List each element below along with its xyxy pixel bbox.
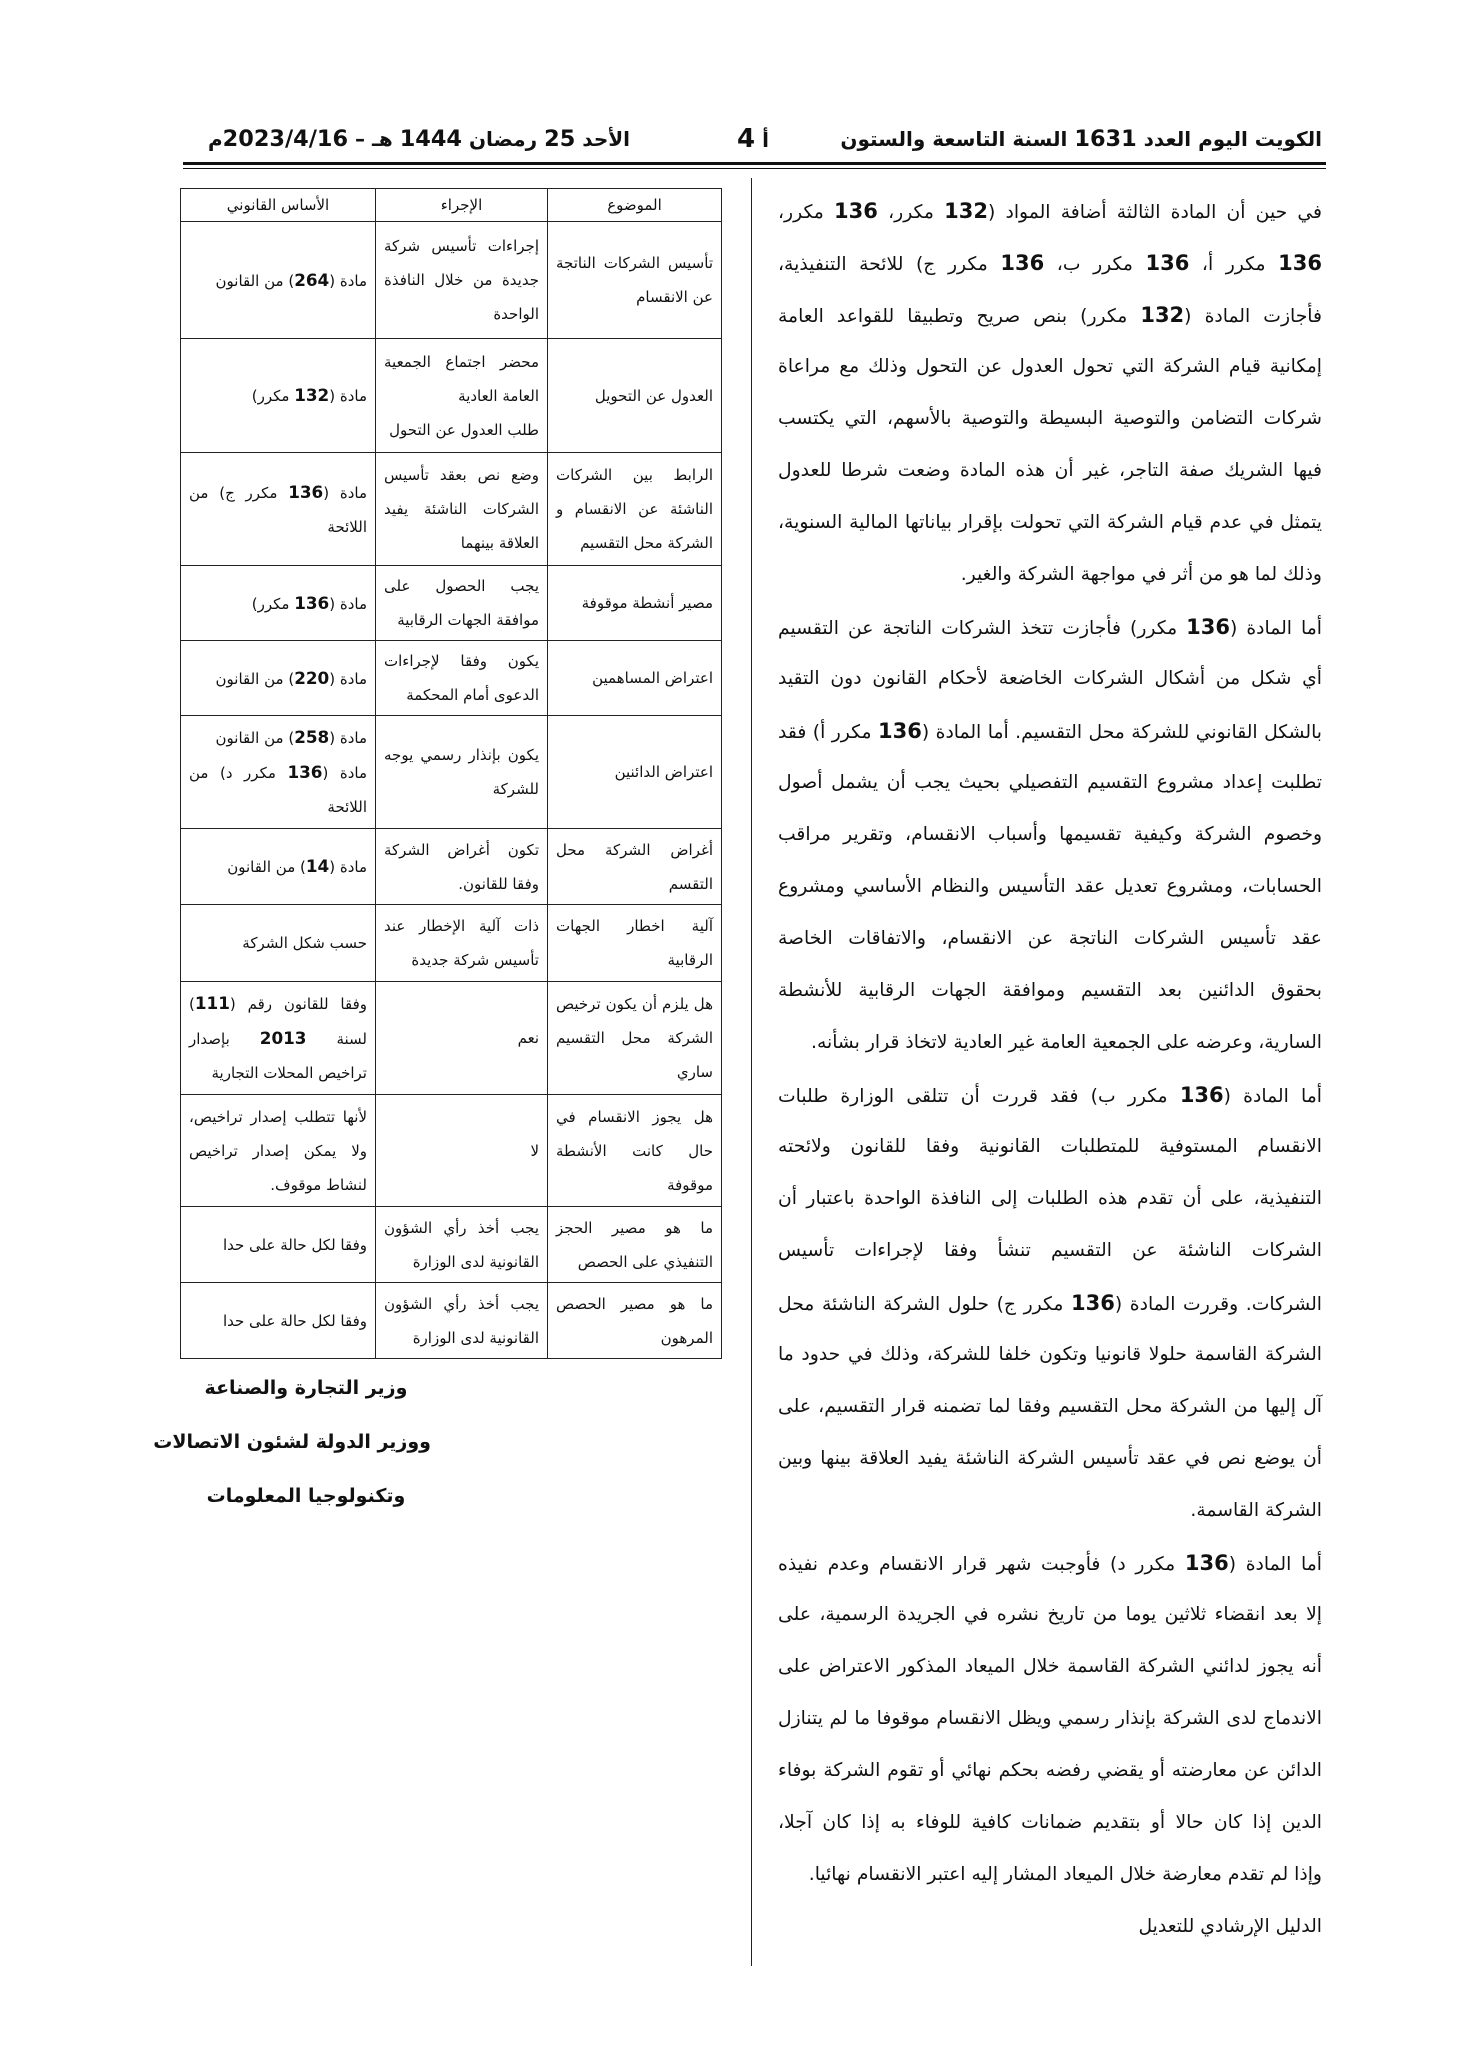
- signature-line: وزير التجارة والصناعة: [204, 1377, 408, 1399]
- paragraph-line: فيها الشريك صفة التاجر، غير أن هذه المادة وضعت شرطا للعدول: [778, 460, 1322, 481]
- paragraph-line: الشركات. وقررت المادة (136 مكرر ج) حلول الشركة الناشئة محل: [778, 1291, 1322, 1315]
- table-cell-topic: هل يجوز الانقسام في حال كانت الأنشطة موقوفة: [548, 1095, 722, 1207]
- table-cell-procedure: إجراءات تأسيس شركة جديدة من خلال النافذة الواحدة: [376, 222, 548, 339]
- paragraph-line: الشركات الناشئة عن التقسيم تنشأ وفقا لإجراءات تأسيس: [778, 1240, 1322, 1261]
- paragraph-line: الشركة القاسمة.: [1190, 1500, 1322, 1521]
- table-cell-procedure: محضر اجتماع الجمعية العامة العادية طلب العدول عن التحول: [376, 339, 548, 453]
- table-cell-procedure: يكون بإنذار رسمي يوجه للشركة: [376, 716, 548, 829]
- table-cell-legal-basis: مادة (220) من القانون: [181, 641, 376, 716]
- table-row: [181, 641, 722, 716]
- table-cell-legal-basis: وفقا للقانون رقم (111) لسنة 2013 بإصدار تراخيص المحلات التجارية: [181, 982, 376, 1095]
- table-header-procedure: الإجراء: [376, 189, 548, 222]
- table-cell-legal-basis: لأنها تتطلب إصدار تراخيص، ولا يمكن إصدار تراخيص لنشاط موقوف.: [181, 1095, 376, 1207]
- table-cell-procedure: يجب الحصول على موافقة الجهات الرقابية: [376, 566, 548, 641]
- table-row: [181, 566, 722, 641]
- table-cell-topic: مصير أنشطة موقوفة: [548, 566, 722, 641]
- page-number: أ 4: [737, 124, 769, 154]
- paragraph-line: تطلبت إعداد مشروع التقسيم التفصيلي بحيث يجب أن يشمل أصول: [778, 772, 1322, 793]
- paragraph-line: فأجازت المادة (132 مكرر) بنص صريح وتطبيقا للقواعد العامة: [778, 303, 1322, 327]
- table-cell-procedure: وضع نص بعقد تأسيس الشركات الناشئة يفيد العلاقة بينهما: [376, 453, 548, 566]
- table-row: [181, 982, 722, 1095]
- table-cell-legal-basis: حسب شكل الشركة: [181, 905, 376, 982]
- table-row: [181, 339, 722, 453]
- table-cell-legal-basis: مادة (136 مكرر): [181, 566, 376, 641]
- signature-line: وتكنولوجيا المعلومات: [206, 1485, 406, 1507]
- table-header-row: [181, 189, 722, 222]
- table-cell-topic: هل يلزم أن يكون ترخيص الشركة محل التقسيم ساري: [548, 982, 722, 1095]
- table-row: [181, 716, 722, 829]
- paragraph-line: أي شكل من أشكال الشركات الخاضعة لأحكام القانون دون التقيد: [778, 668, 1322, 689]
- amendment-guide-table: [180, 188, 722, 1359]
- table-cell-procedure: يكون وفقا لإجراءات الدعوى أمام المحكمة: [376, 641, 548, 716]
- paragraph-line: أن يوضع نص في عقد تأسيس الشركة الناشئة يفيد العلاقة بينها وبين: [778, 1448, 1322, 1469]
- header-rule-thin: [183, 168, 1326, 169]
- table-cell-topic: آلية اخطار الجهات الرقابية: [548, 905, 722, 982]
- table-row: [181, 829, 722, 905]
- body-paragraph: [778, 601, 1322, 1069]
- paragraph-line: شركات التضامن والتوصية البسيطة والتوصية بالأسهم، التي يكتسب: [778, 408, 1322, 429]
- table-cell-legal-basis: مادة (258) من القانون مادة (136 مكرر د) من اللائحة: [181, 716, 376, 829]
- paragraph-line: إمكانية قيام الشركة التي تحول العدول عن التحول وذلك مع مراعاة: [778, 356, 1322, 377]
- paragraph-line: وخصوم الشركة وكيفية تقسيمها وأسباب الانقسام، وتقرير مراقب: [778, 824, 1322, 845]
- table-cell-procedure: يجب أخذ رأي الشؤون القانونية لدى الوزارة: [376, 1283, 548, 1359]
- right-column: [778, 185, 1322, 1953]
- paragraph-line: الدائن عن معارضته أو يقضي رفضه بحكم نهائي أو تقوم الشركة بوفاء: [778, 1760, 1322, 1781]
- minister-signature: [153, 1361, 431, 1523]
- table-cell-legal-basis: مادة (132 مكرر): [181, 339, 376, 453]
- issue-date: الأحد 25 رمضان 1444 هـ – 2023/4/16م: [208, 126, 630, 152]
- table-cell-topic: تأسيس الشركات الناتجة عن الانقسام: [548, 222, 722, 339]
- paragraph-line: أما المادة (136 مكرر) فأجازت تتخذ الشركات الناتجة عن التقسيم: [778, 615, 1322, 639]
- paragraph-line: الدين إذا كان حالا أو بتقديم ضمانات كافية للوفاء به إذا كان آجلا،: [778, 1812, 1322, 1833]
- paragraph-line: التنفيذية، على أن تقدم هذه الطلبات إلى النافذة الواحدة باعتبار أن: [778, 1188, 1322, 1209]
- table-cell-legal-basis: مادة (264) من القانون: [181, 222, 376, 339]
- table-cell-legal-basis: وفقا لكل حالة على حدا: [181, 1283, 376, 1359]
- paragraph-line: 136 مكرر أ، 136 مكرر ب، 136 مكرر ج) للائحة التنفيذية،: [778, 251, 1322, 275]
- table-cell-legal-basis: مادة (136 مكرر ج) من اللائحة: [181, 453, 376, 566]
- table-cell-topic: الرابط بين الشركات الناشئة عن الانقسام و الشركة محل التقسيم: [548, 453, 722, 566]
- paragraph-line: بالشكل القانوني للشركة محل التقسيم. أما المادة (136 مكرر أ) فقد: [778, 719, 1322, 743]
- paragraph-line: عقد تأسيس الشركات الناتجة عن الانقسام، والاتفاقات الخاصة: [778, 928, 1322, 949]
- table-row: [181, 1095, 722, 1207]
- body-paragraph: [778, 1069, 1322, 1537]
- signature-line: ووزير الدولة لشئون الاتصالات: [153, 1431, 431, 1453]
- table-row: [181, 453, 722, 566]
- paragraph-line: يتمثل في عدم قيام الشركة التي تحولت بإقرار بياناتها المالية السنوية،: [778, 512, 1322, 533]
- paragraph-line: أما المادة (136 مكرر د) فأوجبت شهر قرار الانقسام وعدم نفيذه: [778, 1551, 1322, 1575]
- table-cell-topic: اعتراض المساهمين: [548, 641, 722, 716]
- table-cell-topic: اعتراض الدائنين: [548, 716, 722, 829]
- paragraph-line: الحسابات، ومشروع تعديل عقد التأسيس والنظام الأساسي ومشروع: [778, 876, 1322, 897]
- table-header-topic: الموضوع: [548, 189, 722, 222]
- body-paragraph: [778, 185, 1322, 601]
- paragraph-line: الشركة القاسمة حلولا قانونيا وتكون خلفا للشركة، وذلك في حدود ما: [778, 1344, 1322, 1365]
- column-divider: [751, 178, 752, 1966]
- table-cell-legal-basis: مادة (14) من القانون: [181, 829, 376, 905]
- paragraph-line: الاندماج لدى الشركة بإنذار رسمي ويظل الانقسام موقوفا ما لم يتنازل: [778, 1708, 1322, 1729]
- table-cell-topic: العدول عن التحويل: [548, 339, 722, 453]
- section-heading: [778, 1901, 1322, 1953]
- table-cell-topic: ما هو مصير الحصص المرهون: [548, 1283, 722, 1359]
- paragraph-line: أما المادة (136 مكرر ب) فقد قررت أن تتلقى الوزارة طلبات: [778, 1083, 1322, 1107]
- paragraph-line: أنه يجوز لدائني الشركة القاسمة خلال الميعاد المذكور الاعتراض على: [778, 1656, 1322, 1677]
- table-header-legal-basis: الأساس القانوني: [181, 189, 376, 222]
- table-cell-legal-basis: وفقا لكل حالة على حدا: [181, 1207, 376, 1283]
- body-paragraph: [778, 1537, 1322, 1901]
- paragraph-line: إلا بعد انقضاء ثلاثين يوما من تاريخ نشره في الجريدة الرسمية، على: [778, 1604, 1322, 1625]
- paragraph-line: وإذا لم تقدم معارضة خلال الميعاد المشار إليه اعتبر الانقسام نهائيا.: [808, 1864, 1322, 1885]
- table-row: [181, 1207, 722, 1283]
- table-row: [181, 222, 722, 339]
- paragraph-line: الانقسام المستوفية للمتطلبات القانونية وفقا للقانون ولائحته: [778, 1136, 1322, 1157]
- table-cell-procedure: تكون أغراض الشركة وفقا للقانون.: [376, 829, 548, 905]
- table-cell-procedure: ذات آلية الإخطار عند تأسيس شركة جديدة: [376, 905, 548, 982]
- table-cell-topic: ما هو مصير الحجز التنفيذي على الحصص: [548, 1207, 722, 1283]
- table-row: [181, 1283, 722, 1359]
- left-column: [153, 188, 722, 1523]
- table-row: [181, 905, 722, 982]
- table-cell-procedure: يجب أخذ رأي الشؤون القانونية لدى الوزارة: [376, 1207, 548, 1283]
- header-rule-thick: [183, 162, 1326, 165]
- publication-info: الكويت اليوم العدد 1631 السنة التاسعة والستون: [840, 126, 1322, 152]
- paragraph-line: السارية، وعرضه على الجمعية العامة غير العادية لاتخاذ قرار بشأنه.: [810, 1032, 1322, 1053]
- paragraph-line: بحقوق الدائنين بعد التقسيم وموافقة الجهات الرقابية للأنشطة: [778, 980, 1322, 1001]
- page-header: [183, 119, 1326, 159]
- table-cell-procedure: نعم: [376, 982, 548, 1095]
- guide-heading: الدليل الإرشادي للتعديل: [1138, 1916, 1322, 1937]
- paragraph-line: وذلك لما هو من أثر في مواجهة الشركة والغير.: [960, 564, 1322, 585]
- table-cell-procedure: لا: [376, 1095, 548, 1207]
- table-cell-topic: أغراض الشركة محل التقسم: [548, 829, 722, 905]
- paragraph-line: في حين أن المادة الثالثة أضافة المواد (132 مكرر، 136 مكرر،: [778, 199, 1322, 223]
- paragraph-line: آل إليها من الشركة محل التقسيم وفقا لما تضمنه قرار التقسيم، على: [778, 1396, 1322, 1417]
